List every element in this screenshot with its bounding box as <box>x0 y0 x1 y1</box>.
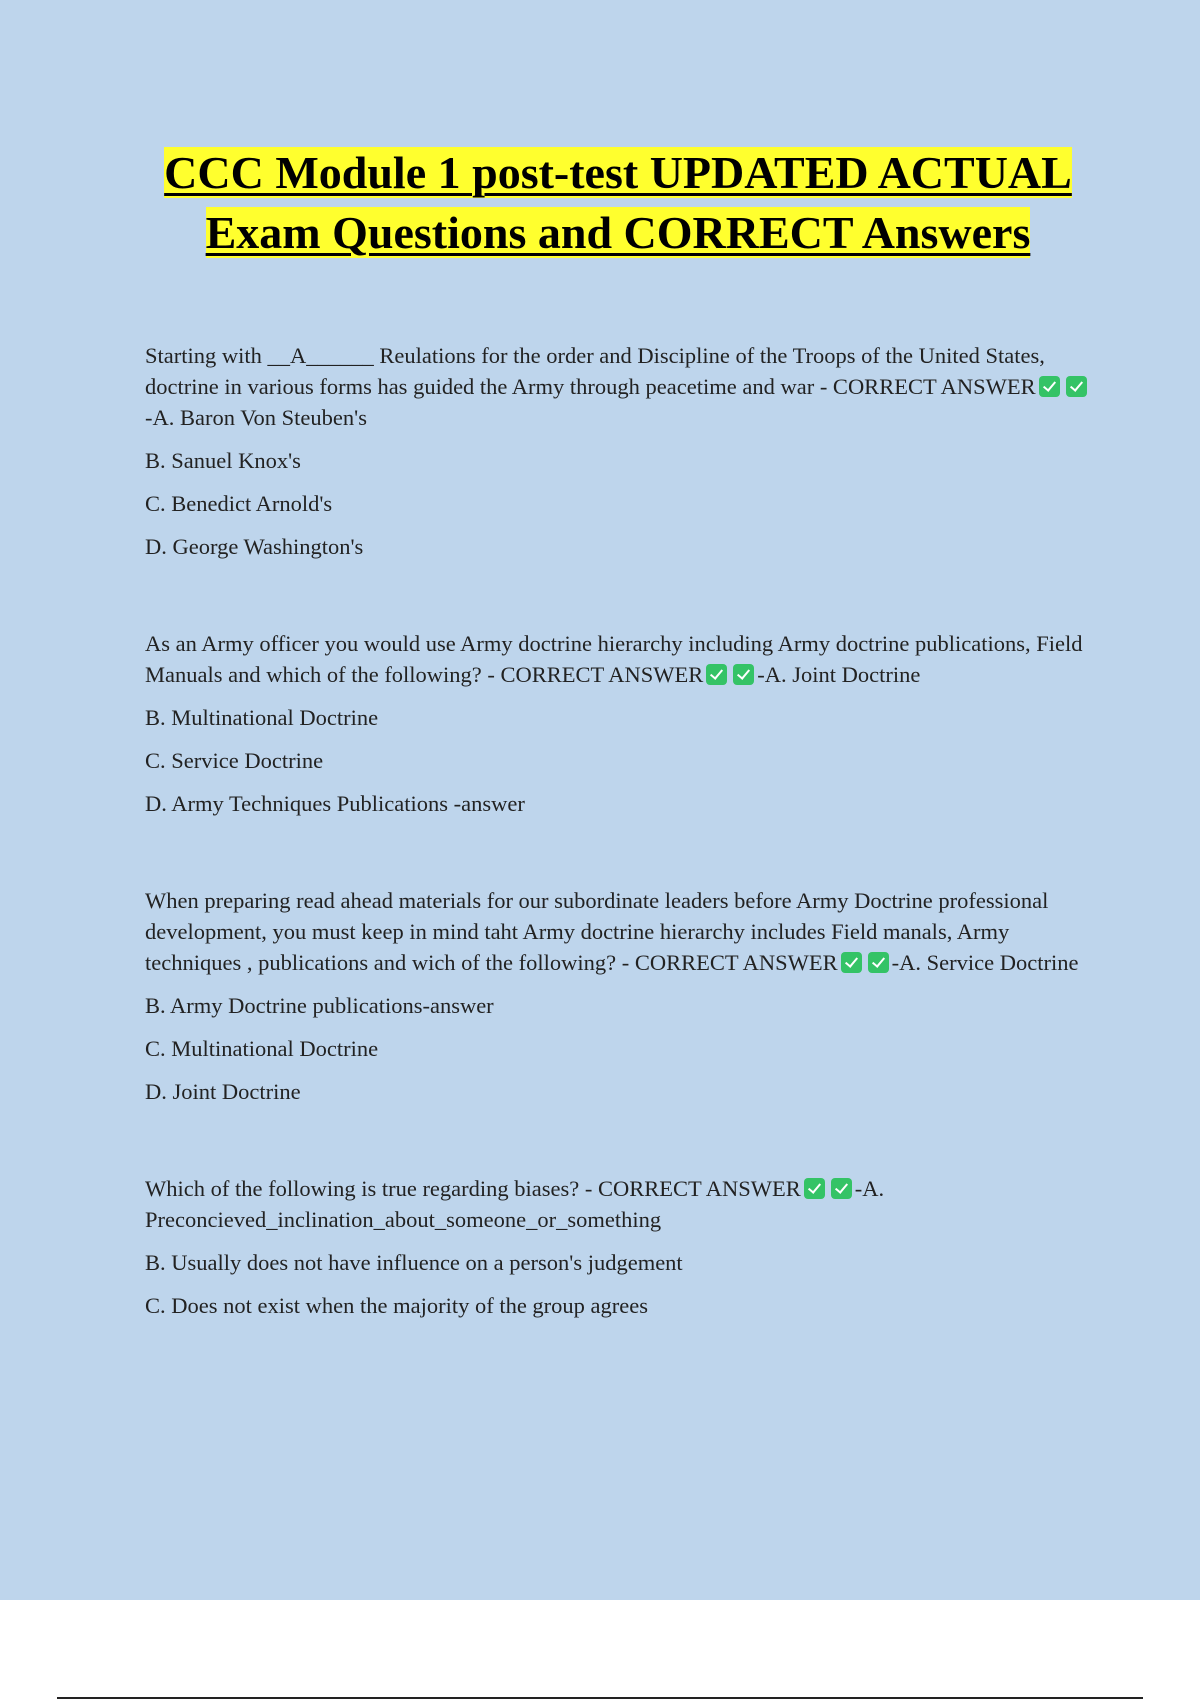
question-list <box>145 340 1095 1321</box>
document-title <box>120 143 1116 263</box>
answer-option: C. Does not exist when the majority of the group agrees <box>145 1293 649 1318</box>
spacer <box>145 1107 1095 1173</box>
spacer <box>145 562 1095 628</box>
question-text: Starting with __A______ Reulations for the order and Discipline of the Troops of the United States, doctrine in various forms has guided the Army through peacetime and war - CORRECT ANSWER-A. Baron Von Steuben's <box>145 340 1095 433</box>
check-box-icon <box>831 1178 852 1199</box>
footer-divider <box>57 1697 1143 1699</box>
question-block-1 <box>145 340 1095 562</box>
answer-option: C. Multinational Doctrine <box>145 1036 379 1061</box>
question-text: When preparing read ahead materials for our subordinate leaders before Army Doctrine professional development, you must keep in mind taht Army doctrine hierarchy includes Field manals, Army techniques , publications and wich of the following? - CORRECT ANSWER -A. Service Doctrine <box>145 888 1079 975</box>
answer-option: C. Service Doctrine <box>145 748 324 773</box>
check-box-icon <box>1066 376 1087 397</box>
question-block-4 <box>145 1173 1095 1321</box>
question-text: As an Army officer you would use Army doctrine hierarchy including Army doctrine publications, Field Manuals and which of the following? - CORRECT ANSWER -A. Joint Doctrine <box>145 631 1083 687</box>
answer-option: C. Benedict Arnold's <box>145 491 333 516</box>
question-block-2 <box>145 628 1095 819</box>
answer-option: B. Army Doctrine publications-answer <box>145 993 494 1018</box>
check-box-icon <box>841 952 862 973</box>
check-box-icon <box>706 664 727 685</box>
check-box-icon <box>868 952 889 973</box>
question-block-3 <box>145 885 1095 1107</box>
document-title-text: CCC Module 1 post-test UPDATED ACTUAL Exam Questions and CORRECT Answers <box>164 147 1072 258</box>
check-box-icon <box>733 664 754 685</box>
check-box-icon <box>804 1178 825 1199</box>
check-box-icon <box>1039 376 1060 397</box>
question-text: Which of the following is true regarding biases? - CORRECT ANSWER -A. Preconcieved_inclination_about_someone_or_something <box>145 1176 885 1232</box>
answer-option: D. Army Techniques Publications -answer <box>145 791 525 816</box>
spacer <box>145 819 1095 885</box>
answer-option: B. Multinational Doctrine <box>145 705 379 730</box>
answer-option: B. Sanuel Knox's <box>145 448 301 473</box>
answer-option: D. George Washington's <box>145 534 364 559</box>
answer-option: B. Usually does not have influence on a person's judgement <box>145 1250 683 1275</box>
answer-option: D. Joint Doctrine <box>145 1079 301 1104</box>
